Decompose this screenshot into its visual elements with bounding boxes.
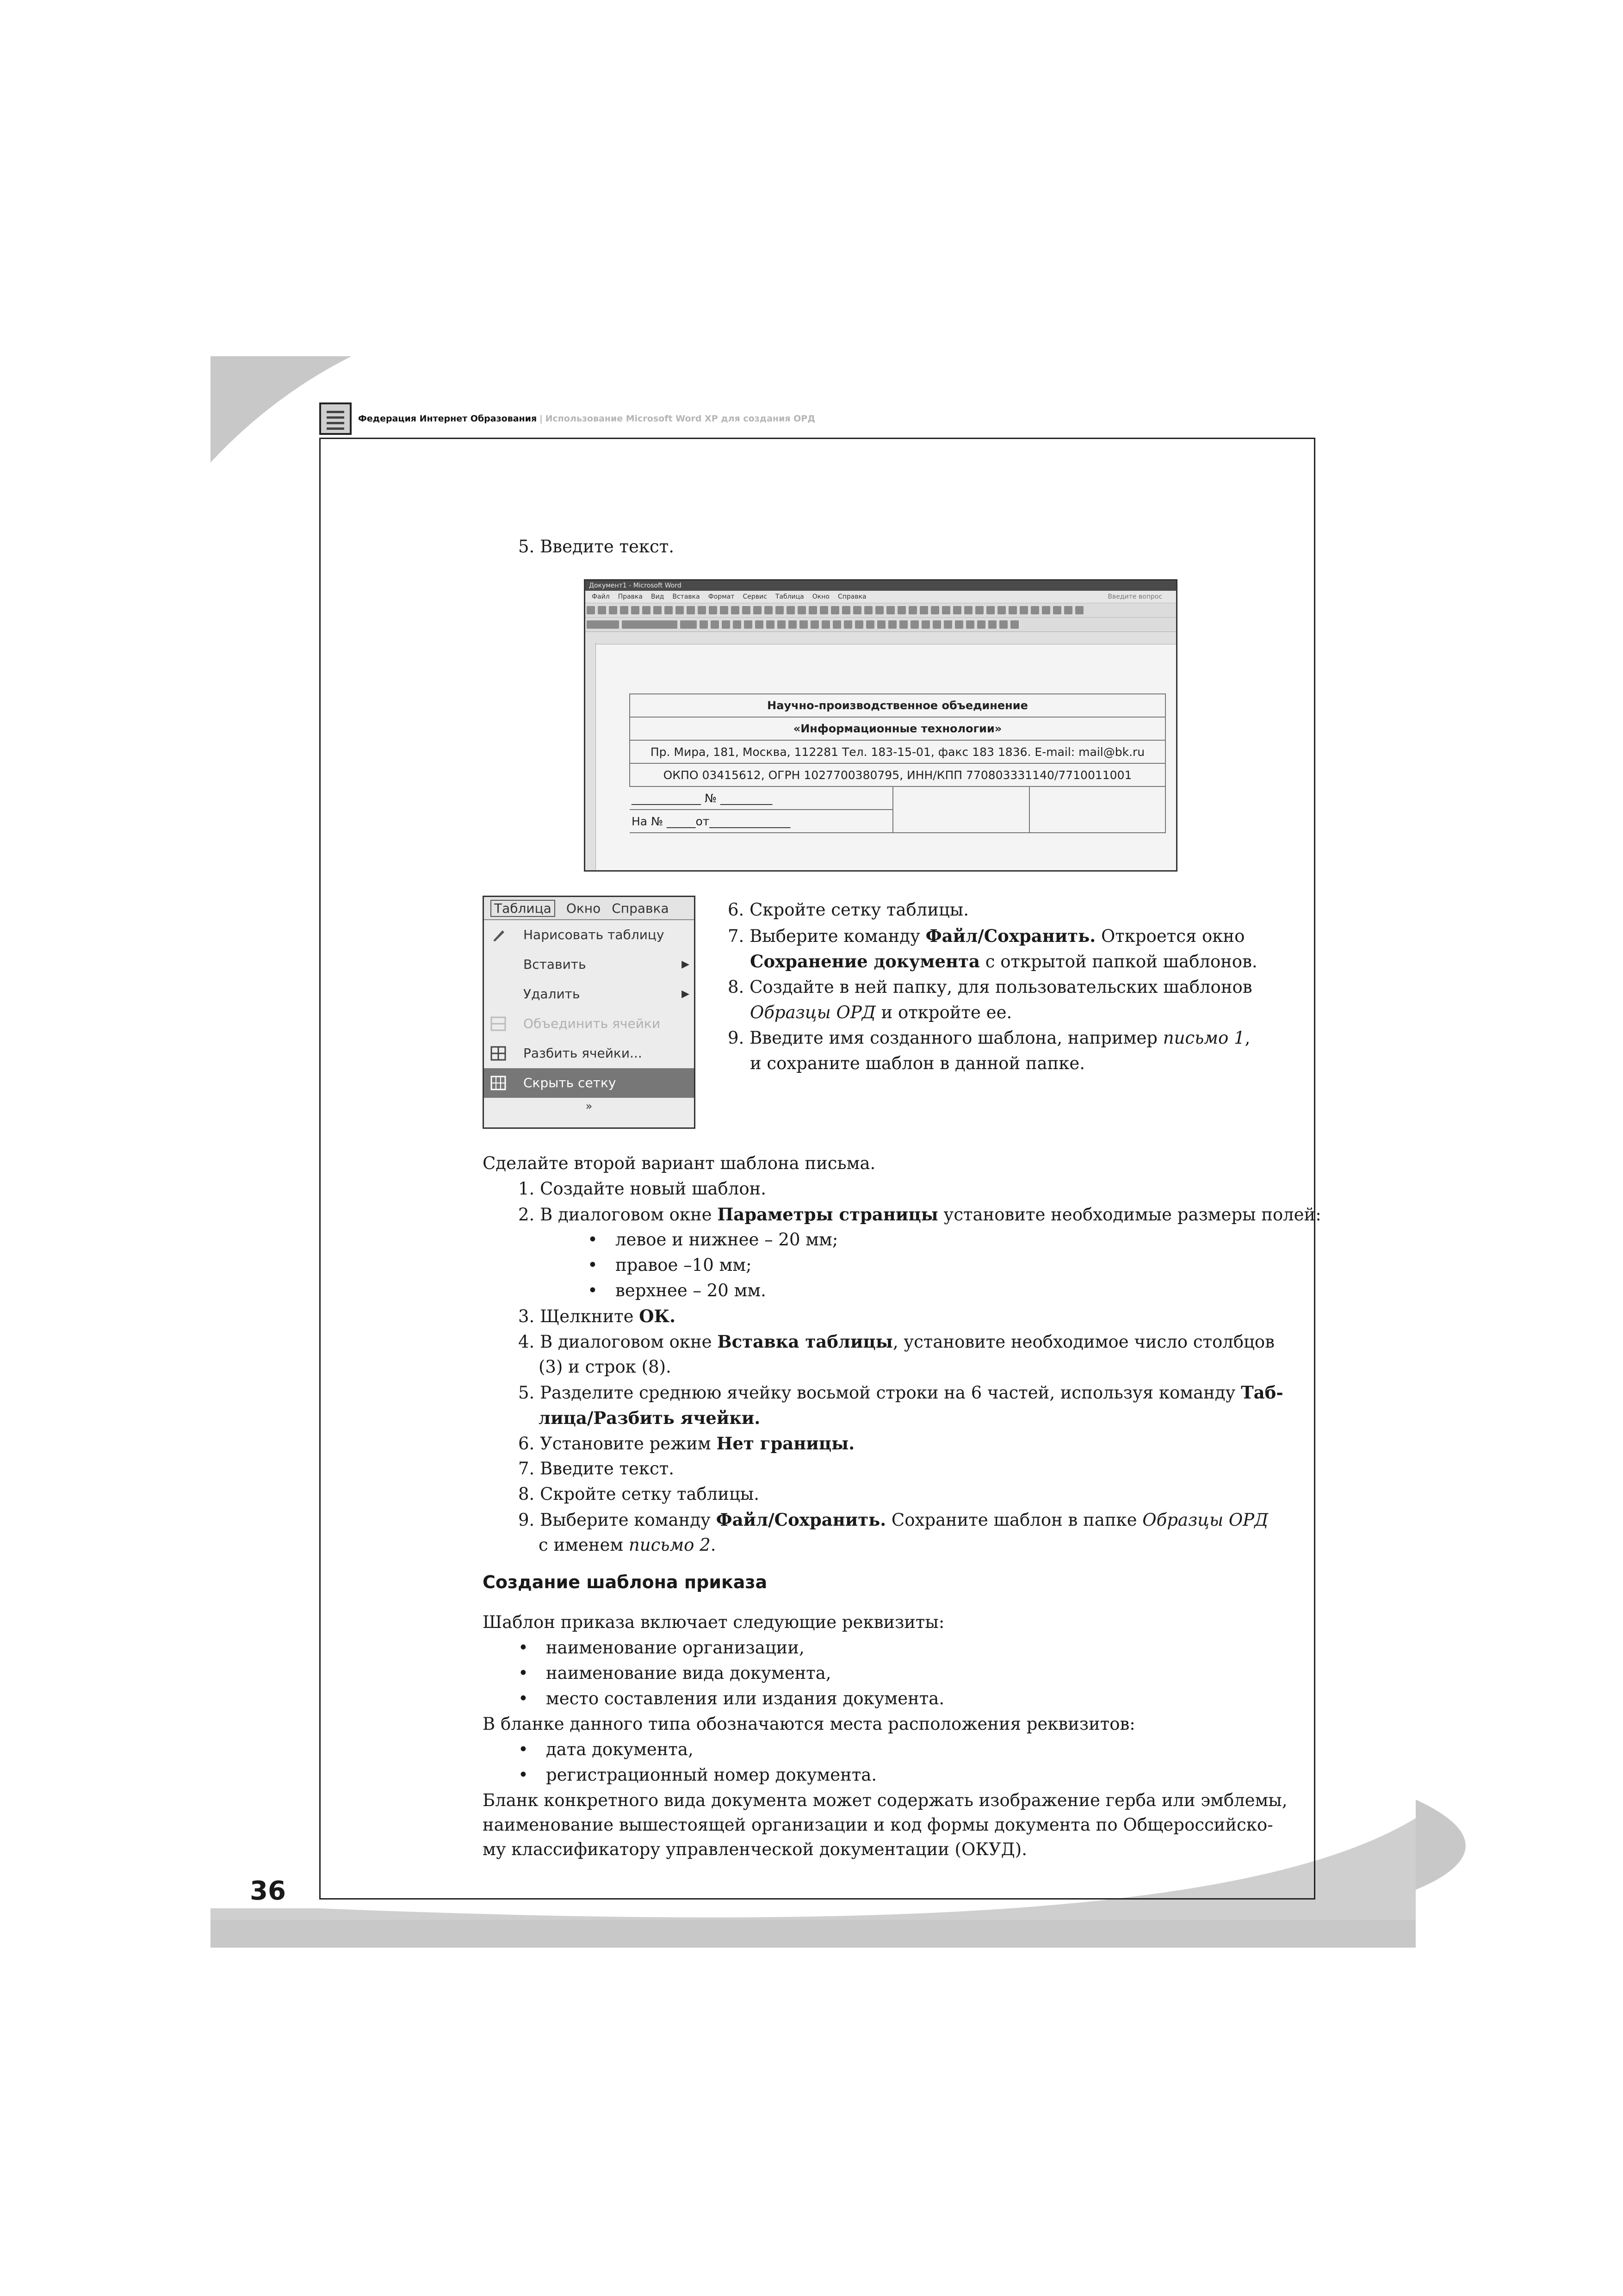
window-title: Документ1 - Microsoft Word [585, 581, 1176, 591]
formatting-toolbar[interactable] [585, 617, 1176, 631]
requisite-item: • регистрационный номер документа. [518, 1765, 877, 1785]
template-name: письмо 2 [628, 1535, 711, 1555]
template-name: письмо 1 [1163, 1028, 1245, 1048]
page-number: 36 [250, 1876, 286, 1906]
empty-cell[interactable] [1029, 786, 1166, 833]
menu-item-split-cells[interactable] [484, 1039, 694, 1068]
menu-item[interactable]: Таблица [775, 593, 804, 600]
empty-cell[interactable] [893, 786, 1029, 833]
menu-item-delete[interactable] [484, 979, 694, 1009]
step-text: Скройте сетку таблицы. [750, 900, 969, 920]
paragraph-line: наименование вышестоящей организации и код формы документа по Общероссийско- [483, 1815, 1273, 1835]
menu-item-label: Нарисовать таблицу [523, 927, 664, 942]
step-8 [728, 974, 1264, 1025]
word-menubar [585, 591, 1176, 603]
menu-bar [484, 897, 694, 920]
requisite-text: наименование вида документа, [546, 1663, 831, 1683]
menu-help[interactable]: Справка [612, 900, 669, 916]
org-name-cell[interactable]: «Информационные технологии» [630, 717, 1165, 740]
menu-item-draw-table[interactable] [484, 920, 694, 950]
vertical-ruler[interactable] [585, 643, 596, 870]
step2-9 [518, 1507, 1268, 1558]
word-window-screenshot [584, 579, 1177, 872]
merge-cells-icon [490, 1016, 506, 1031]
step-text: Создайте в ней папку, для пользовательских шаблонов [750, 977, 1252, 997]
step-text: и откройте ее. [875, 1003, 1012, 1022]
command-name: Файл/Сохранить. [716, 1510, 886, 1530]
step-number: 9. [728, 1028, 744, 1048]
step-text: с именем [539, 1535, 629, 1555]
step2-2 [518, 1202, 1321, 1227]
step-text: и сохраните шаблон в данной папке. [750, 1053, 1085, 1073]
dialog-name: Сохранение документа [750, 951, 980, 972]
step2-6 [518, 1431, 855, 1456]
menu-item[interactable]: Сервис [743, 593, 767, 600]
step-text: 4. В диалоговом окне [518, 1332, 718, 1352]
step-text: Откроется окно [1096, 926, 1245, 946]
step-text: . [710, 1535, 716, 1555]
command-name: лица/Разбить ячейки. [539, 1408, 761, 1428]
step2-8: 8. Скройте сетку таблицы. [518, 1484, 759, 1504]
submenu-arrow-icon: ▶ [681, 988, 689, 1000]
requisite-item: • наименование организации, [518, 1638, 805, 1658]
menu-item-label: Вставить [523, 957, 586, 972]
step2-4 [518, 1329, 1275, 1380]
margin-item: • левое и нижнее – 20 мм; [588, 1230, 838, 1250]
step-number: 7. [728, 926, 744, 946]
command-name: Таб- [1241, 1382, 1283, 1403]
step-text: 5. Разделите среднюю ячейку восьмой строки на 6 частей, используя команду [518, 1383, 1241, 1403]
step2-3 [518, 1304, 675, 1329]
requisite-text: дата документа, [546, 1739, 694, 1759]
step-text: с открытой папкой шаблонов. [980, 952, 1258, 972]
step-9 [728, 1025, 1264, 1076]
step-text: 6. Установите режим [518, 1434, 717, 1454]
command-name: Файл/Сохранить. [925, 926, 1096, 946]
margin-item: • верхнее – 20 мм. [588, 1281, 766, 1300]
running-header [319, 399, 815, 439]
mode-name: Нет границы. [716, 1433, 855, 1454]
paragraph-line: Бланк конкретного вида документа может содержать изображение герба или эмблемы, [483, 1790, 1288, 1810]
letterhead-table [629, 693, 1166, 833]
margin-text: верхнее – 20 мм. [615, 1281, 766, 1300]
step2-5 [518, 1380, 1283, 1431]
section-heading: Создание шаблона приказа [483, 1572, 768, 1592]
reply-to-cell[interactable]: На № _____от______________ [630, 810, 893, 833]
step-text: установите необходимые размеры полей: [938, 1205, 1321, 1225]
menu-table[interactable]: Таблица [490, 900, 555, 917]
menu-item[interactable]: Вставка [672, 593, 700, 600]
margin-text: левое и нижнее – 20 мм; [615, 1230, 838, 1250]
menu-item-label: Объединить ячейки [523, 1016, 661, 1031]
intro-step: 5. Введите текст. [518, 537, 674, 557]
dialog-name: Вставка таблицы [717, 1331, 893, 1352]
table-menu-screenshot [483, 896, 695, 1129]
step-number: 8. [728, 977, 744, 997]
button-name: ОК. [639, 1306, 676, 1326]
step-text: Выберите команду [750, 926, 926, 946]
menu-item[interactable]: Файл [592, 593, 610, 600]
margin-item: • правое –10 мм; [588, 1255, 752, 1275]
requisite-item: • место составления или издания документа. [518, 1689, 945, 1708]
step-text: Введите имя созданного шаблона, например [750, 1028, 1163, 1048]
menu-item-insert[interactable] [484, 950, 694, 979]
step-7 [728, 923, 1264, 974]
step-text: 9. Выберите команду [518, 1510, 716, 1530]
step-text: , установите необходимое число столбцов [892, 1332, 1275, 1352]
horizontal-ruler[interactable] [585, 631, 1176, 644]
folder-name: Образцы ОРД [750, 1003, 876, 1022]
menu-item[interactable]: Формат [708, 593, 735, 600]
menu-item-label: Разбить ячейки... [523, 1046, 642, 1061]
step-text: 2. В диалоговом окне [518, 1205, 718, 1225]
header-separator: | [539, 414, 543, 424]
dialog-name: Параметры страницы [717, 1204, 938, 1225]
requisite-text: место составления или издания документа. [546, 1689, 945, 1708]
menu-item-label: Скрыть сетку [523, 1075, 616, 1090]
org-type-cell[interactable]: Научно-производственное объединение [630, 694, 1165, 717]
menu-item[interactable]: Окно [812, 593, 830, 600]
step-text: (3) и строк (8). [539, 1357, 671, 1377]
address-cell[interactable]: Пр. Мира, 181, Москва, 112281 Тел. 183-15-01, факс 183 1836. E-mail: mail@bk.ru [630, 740, 1165, 763]
help-search-box[interactable]: Введите вопрос [1108, 593, 1162, 600]
menu-item[interactable]: Справка [837, 593, 867, 600]
requisite-item: • дата документа, [518, 1739, 694, 1759]
doc-number-cell[interactable]: ____________ № _________ [630, 786, 893, 810]
menu-item[interactable]: Вид [650, 593, 664, 600]
step-6 [728, 897, 1264, 922]
paragraph-line: му классификатору управленческой документации (ОКУД). [483, 1839, 1027, 1859]
folder-name: Образцы ОРД [1142, 1510, 1269, 1530]
header-subtitle: Использование Microsoft Word XP для создания ОРД [545, 414, 816, 424]
step2-7: 7. Введите текст. [518, 1459, 674, 1479]
expand-menu-chevron-icon[interactable]: » [585, 1100, 593, 1113]
order-intro: Шаблон приказа включает следующие реквизиты: [483, 1612, 945, 1632]
step-text: Сохраните шаблон в папке [886, 1510, 1143, 1530]
menu-item-hide-grid[interactable] [484, 1068, 694, 1098]
menu-window[interactable]: Окно [566, 900, 601, 916]
menu-item[interactable]: Правка [618, 593, 643, 600]
requisite-text: наименование организации, [546, 1638, 805, 1658]
book-logo-icon [319, 402, 352, 435]
requisite-text: регистрационный номер документа. [546, 1765, 877, 1785]
requisite-item: • наименование вида документа, [518, 1663, 831, 1683]
second-variant-intro: Сделайте второй вариант шаблона письма. [483, 1153, 876, 1173]
order-intro-2: В бланке данного типа обозначаются места расположения реквизитов: [483, 1714, 1135, 1734]
step-text: 3. Щелкните [518, 1306, 639, 1326]
grid-icon [490, 1076, 506, 1090]
header-title: Федерация Интернет Образования [358, 414, 537, 424]
step-number: 6. [728, 900, 744, 920]
menu-item-label: Удалить [523, 986, 580, 1002]
submenu-arrow-icon: ▶ [681, 959, 689, 970]
pencil-icon [490, 928, 506, 942]
standard-toolbar[interactable] [585, 603, 1176, 617]
codes-cell[interactable]: ОКПО 03415612, ОГРН 1027700380795, ИНН/КПП 770803331140/7710011001 [630, 763, 1165, 786]
split-cells-icon [490, 1046, 506, 1061]
margin-text: правое –10 мм; [615, 1255, 752, 1275]
step-text: , [1245, 1028, 1251, 1048]
step2-1: 1. Создайте новый шаблон. [518, 1179, 767, 1199]
menu-item-merge-cells [484, 1009, 694, 1039]
